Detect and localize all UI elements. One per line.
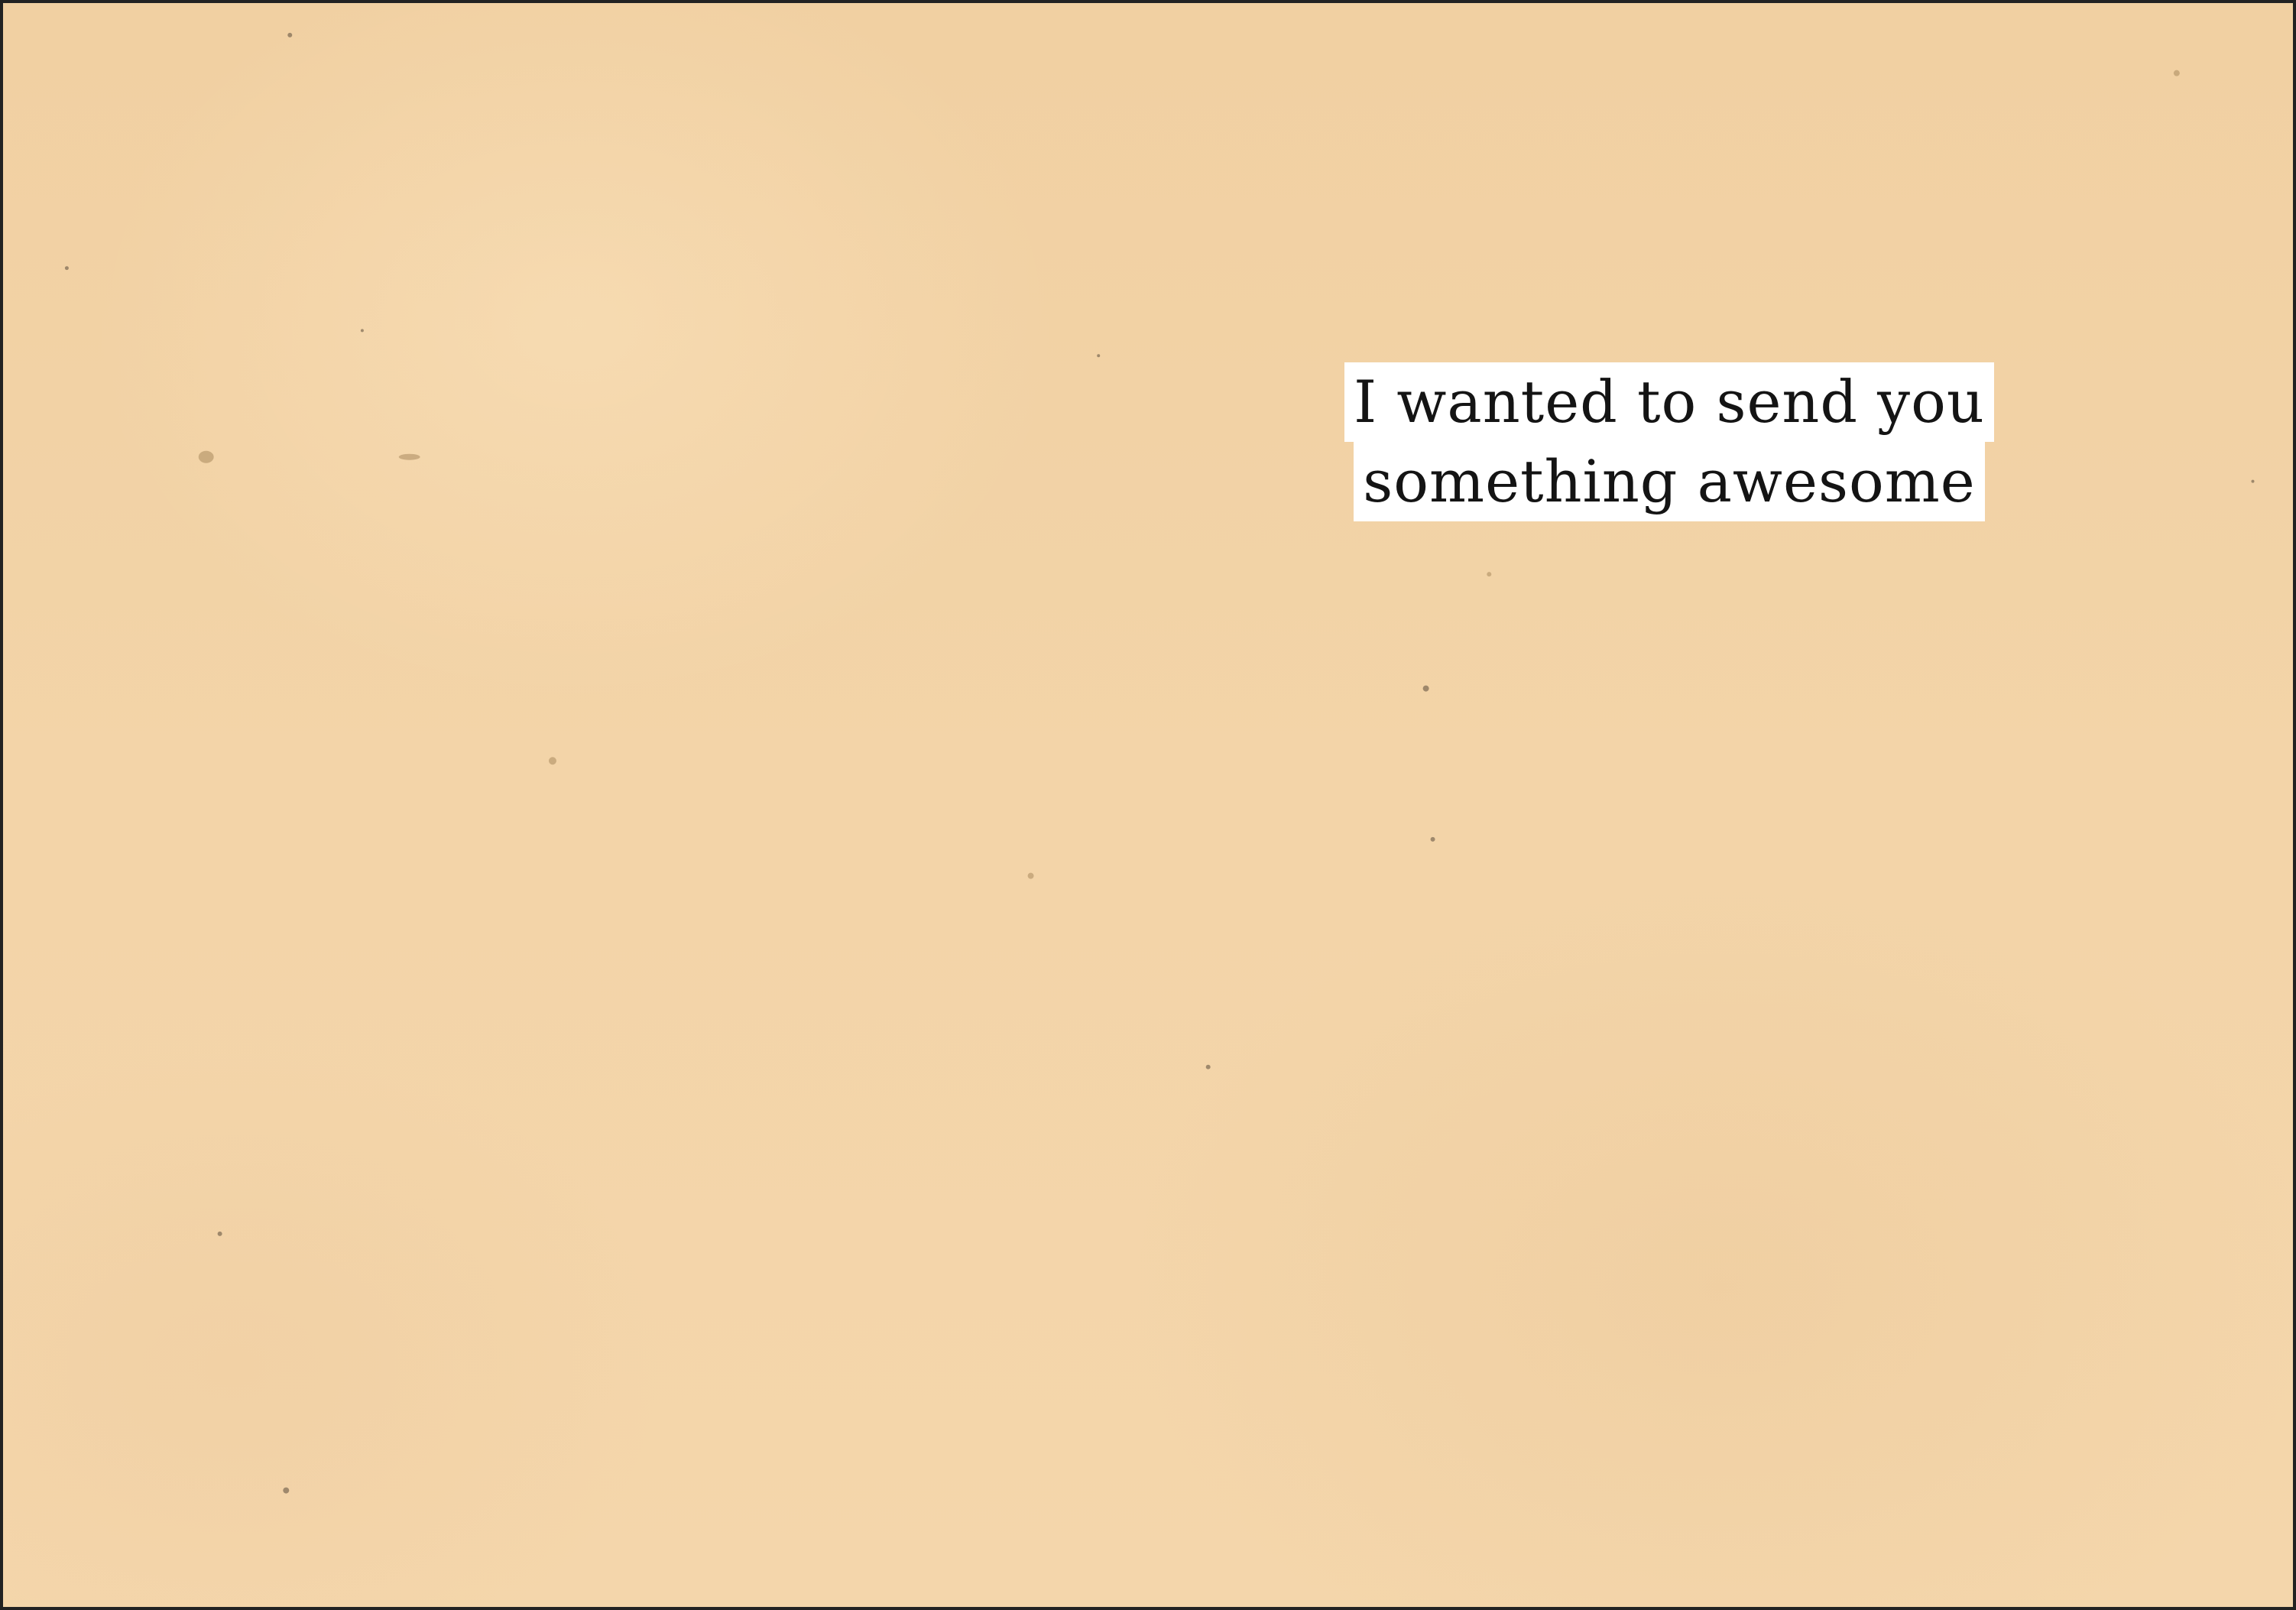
paper-texture	[3, 3, 2293, 1607]
greeting-message	[1302, 362, 2036, 521]
message-line-2: something awesome	[1354, 442, 1985, 521]
message-line-1: I wanted to send you	[1344, 362, 1994, 442]
